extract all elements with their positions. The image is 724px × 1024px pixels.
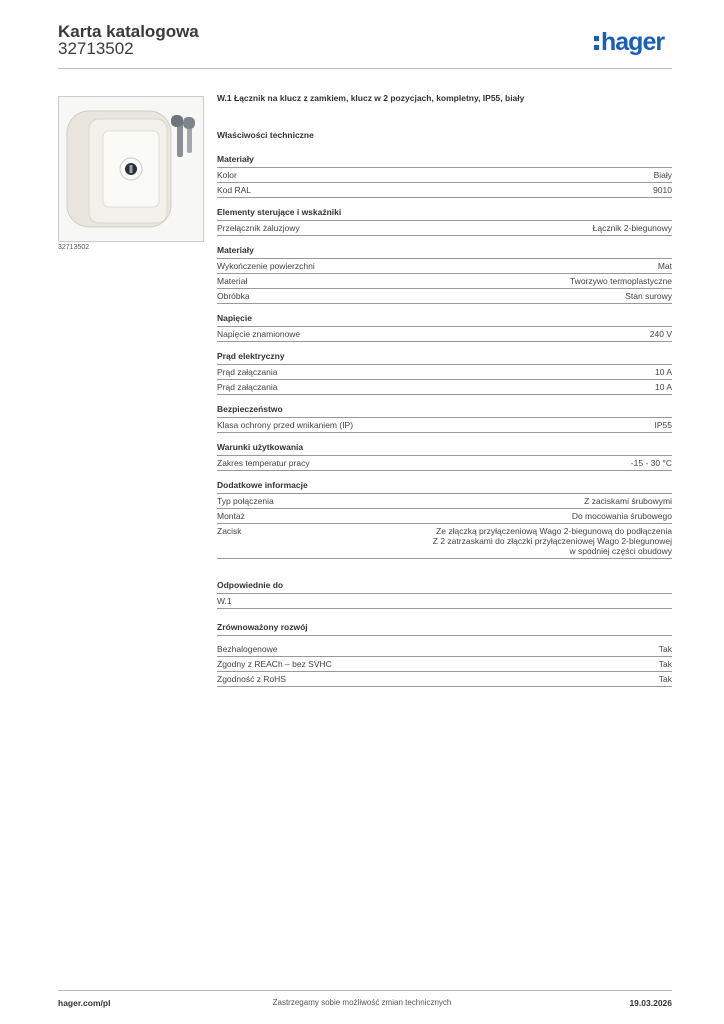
page-title: Karta katalogowa bbox=[58, 22, 199, 41]
group-title: Warunki użytkowania bbox=[217, 442, 672, 456]
spec-group bbox=[217, 351, 672, 395]
footer-disclaimer: Zastrzegamy sobie możliwość zmian technicznych bbox=[272, 998, 452, 1007]
group-title: Zrównoważony rozwój bbox=[217, 622, 672, 636]
spec-value: Stan surowy bbox=[625, 291, 672, 301]
spec-row bbox=[217, 594, 672, 609]
spec-label: Zgodny z REACh – bez SVHC bbox=[217, 659, 332, 669]
spec-value: Z zaciskami śrubowymi bbox=[584, 496, 672, 506]
spec-value: Łącznik 2-biegunowy bbox=[592, 223, 672, 233]
spec-row bbox=[217, 259, 672, 274]
spec-row bbox=[217, 221, 672, 236]
spec-value: 240 V bbox=[649, 329, 672, 339]
group-title: Bezpieczeństwo bbox=[217, 404, 672, 418]
image-caption: 32713502 bbox=[58, 244, 90, 251]
spec-label: Bezhalogenowe bbox=[217, 644, 278, 654]
spec-row bbox=[217, 327, 672, 342]
spec-value: IP55 bbox=[654, 420, 672, 430]
spec-row bbox=[217, 672, 672, 687]
spec-value: Tak bbox=[658, 659, 672, 669]
product-title: W.1 Łącznik na klucz z zamkiem, klucz w 2 pozycjach, kompletny, IP55, biały bbox=[217, 93, 525, 103]
spec-value: 10 A bbox=[654, 382, 672, 392]
spec-group bbox=[217, 480, 672, 559]
spec-label: Obróbka bbox=[217, 291, 250, 301]
spec-row bbox=[217, 183, 672, 198]
spec-group bbox=[217, 442, 672, 471]
spec-value-line: Ze złączką przyłączeniową Wago 2-biegunową do podłączenia bbox=[436, 526, 672, 536]
spec-label: Kod RAL bbox=[217, 185, 252, 195]
spec-label: Montaż bbox=[217, 511, 245, 521]
spec-row bbox=[217, 168, 672, 183]
spec-value: Tworzywo termoplastyczne bbox=[569, 276, 672, 286]
spec-label: Zacisk bbox=[217, 526, 242, 536]
group-title: Napięcie bbox=[217, 313, 672, 327]
group-title: Elementy sterujące i wskaźniki bbox=[217, 207, 672, 221]
footer-date: 19.03.2026 bbox=[629, 998, 672, 1008]
footer-website-link[interactable]: hager.com/pl bbox=[58, 998, 111, 1008]
spec-value: 9010 bbox=[653, 185, 672, 195]
spec-row bbox=[217, 274, 672, 289]
spec-row bbox=[217, 657, 672, 672]
spec-value: -15 - 30 °C bbox=[630, 458, 672, 468]
spec-row bbox=[217, 289, 672, 304]
spec-value: 10 A bbox=[654, 367, 672, 377]
tech-properties-title: Właściwości techniczne bbox=[217, 130, 314, 140]
spec-row bbox=[217, 524, 672, 559]
footer-divider bbox=[58, 990, 672, 991]
spec-label: Prąd załączania bbox=[217, 367, 278, 377]
spec-label: Napięcie znamionowe bbox=[217, 329, 301, 339]
header-divider bbox=[58, 68, 672, 69]
logo-dots-icon bbox=[594, 36, 599, 54]
spec-group bbox=[217, 154, 672, 198]
spec-value: Biały bbox=[653, 170, 672, 180]
group-title: Odpowiednie do bbox=[217, 580, 672, 594]
group-title: Prąd elektryczny bbox=[217, 351, 672, 365]
spec-row bbox=[217, 365, 672, 380]
spec-label: Materiał bbox=[217, 276, 248, 286]
spec-label: Zgodność z RoHS bbox=[217, 674, 286, 684]
spec-row bbox=[217, 509, 672, 524]
spec-label: Kolor bbox=[217, 170, 237, 180]
sustainability-group bbox=[217, 622, 672, 687]
product-code: 32713502 bbox=[58, 39, 134, 58]
spec-value: Do mocowania śrubowego bbox=[571, 511, 672, 521]
spec-row bbox=[217, 456, 672, 471]
spec-row bbox=[217, 642, 672, 657]
spec-row bbox=[217, 418, 672, 433]
spec-value-line: Z 2 zatrzaskami do złączki przyłączeniowej Wago 2-biegunowej bbox=[432, 536, 672, 546]
spec-value-line: w spodniej części obudowy bbox=[569, 546, 672, 556]
group-title: Dodatkowe informacje bbox=[217, 480, 672, 494]
key-switch-illustration bbox=[59, 97, 203, 241]
spec-group bbox=[217, 313, 672, 342]
spec-value: Mat bbox=[657, 261, 672, 271]
spec-value: Tak bbox=[658, 644, 672, 654]
spec-value bbox=[433, 526, 672, 556]
spec-label: Wykończenie powierzchni bbox=[217, 261, 315, 271]
spec-group bbox=[217, 245, 672, 304]
suitable-for-group bbox=[217, 580, 672, 609]
spec-label: Przełącznik żaluzjowy bbox=[217, 223, 300, 233]
spec-group bbox=[217, 207, 672, 236]
spec-groups bbox=[217, 154, 672, 559]
spec-label: Typ połączenia bbox=[217, 496, 274, 506]
hager-logo[interactable] bbox=[594, 28, 664, 57]
group-title: Materiały bbox=[217, 154, 672, 168]
spec-row bbox=[217, 380, 672, 395]
spec-row bbox=[217, 494, 672, 509]
logo-text: hager bbox=[601, 28, 665, 56]
spec-label: Klasa ochrony przed wnikaniem (IP) bbox=[217, 420, 354, 430]
product-image bbox=[58, 96, 204, 242]
spec-label: W.1 bbox=[217, 596, 232, 606]
spec-group bbox=[217, 404, 672, 433]
spec-label: Zakres temperatur pracy bbox=[217, 458, 310, 468]
spec-sheet bbox=[217, 93, 672, 696]
group-title: Materiały bbox=[217, 245, 672, 259]
spec-label: Prąd załączania bbox=[217, 382, 278, 392]
spec-value: Tak bbox=[658, 674, 672, 684]
